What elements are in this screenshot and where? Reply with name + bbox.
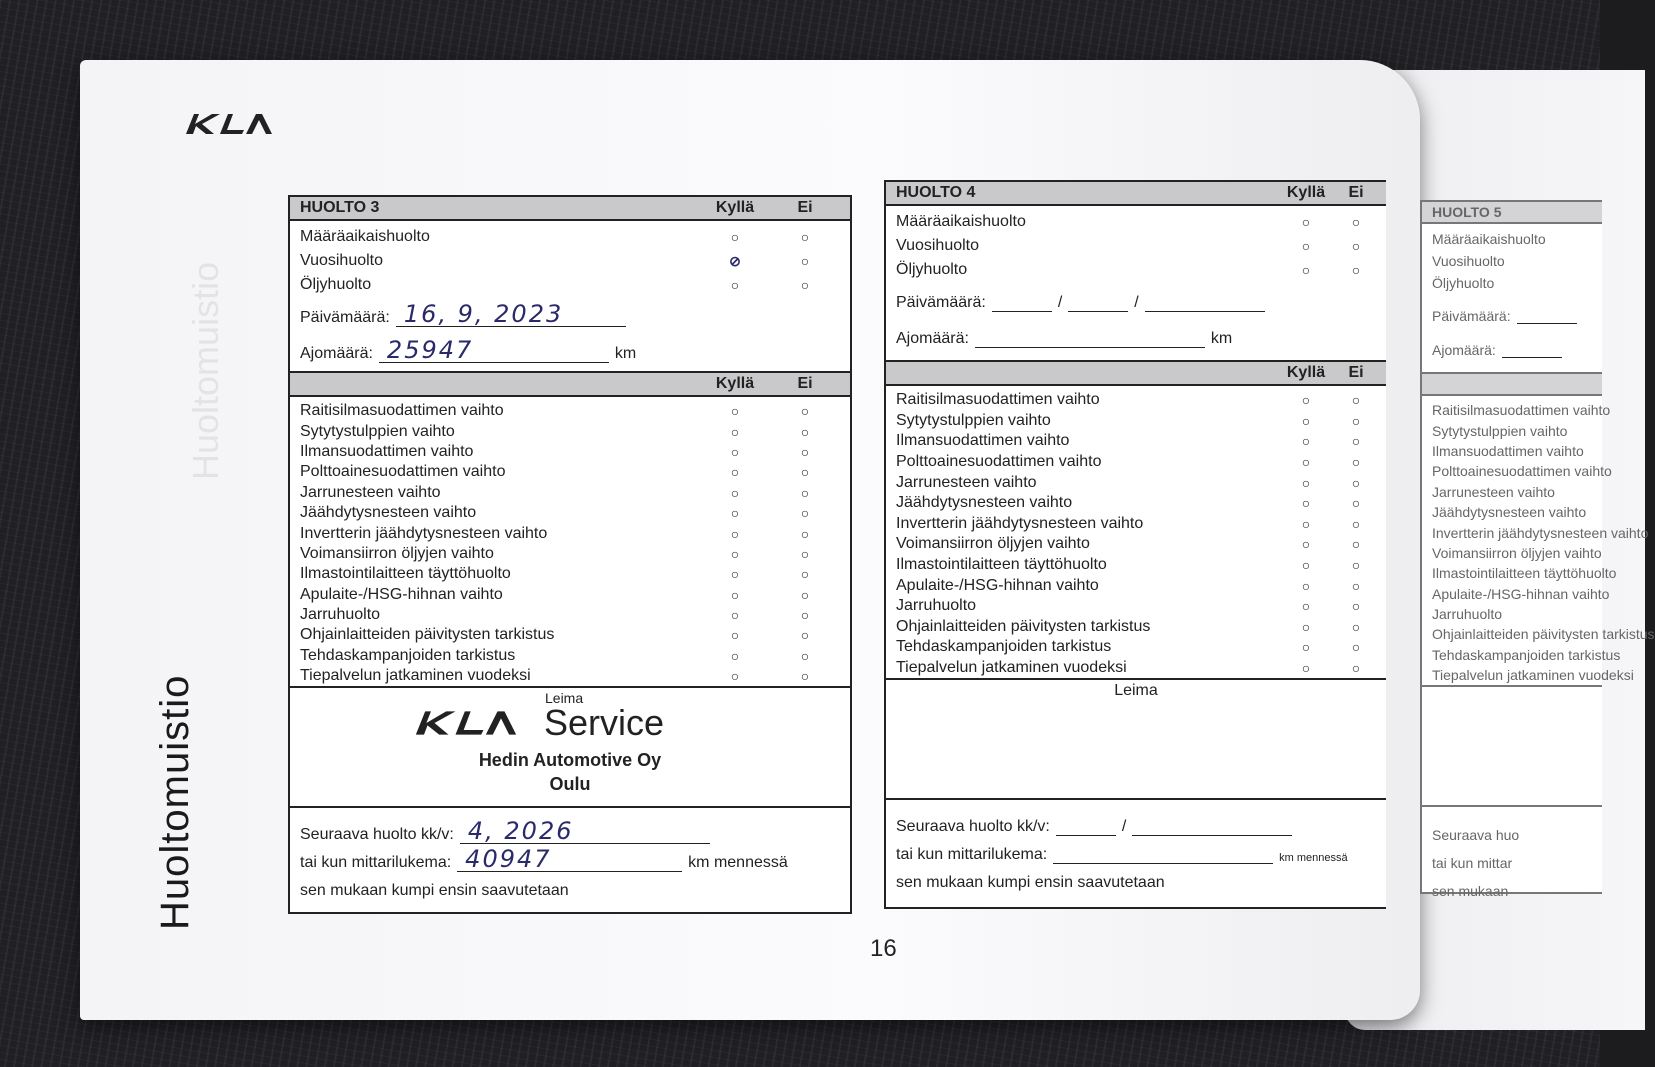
spine-title: Huoltomuistio bbox=[153, 674, 197, 930]
no-column-header: Ei bbox=[1348, 364, 1364, 381]
yes-checkbox[interactable]: ○ bbox=[730, 423, 740, 440]
yes-checkbox[interactable]: ○ bbox=[1301, 433, 1311, 450]
kia-logo-icon bbox=[408, 709, 538, 737]
service-item-label: Jarruhuolto bbox=[1432, 606, 1503, 623]
no-checkbox[interactable]: ○ bbox=[800, 484, 810, 501]
unit-label: km bbox=[614, 345, 637, 362]
odometer-field[interactable] bbox=[457, 845, 682, 874]
service-item-row bbox=[1422, 645, 1621, 665]
type-label: Vuosihuolto bbox=[300, 252, 384, 269]
service-item-label: Ilmastointilaitteen täyttöhuolto bbox=[896, 556, 1107, 574]
yes-checkbox[interactable]: ○ bbox=[730, 464, 740, 481]
service-item-row bbox=[886, 658, 1386, 679]
service-item-label: Polttoainesuodattimen vaihto bbox=[896, 453, 1102, 471]
service-item-row bbox=[1422, 400, 1611, 420]
stamp-service-text: Service bbox=[544, 702, 665, 744]
service-item-label: Apulaite-/HSG-hihnan vaihto bbox=[300, 585, 503, 603]
huolto5-title: HUOLTO 5 bbox=[1432, 204, 1502, 220]
yes-checkbox[interactable]: ○ bbox=[1301, 618, 1311, 635]
yes-checkbox[interactable]: ○ bbox=[1301, 660, 1311, 677]
yes-checkbox[interactable]: ○ bbox=[1301, 214, 1311, 230]
next-service-handwritten: 4, 2026 bbox=[467, 817, 574, 846]
odometer-suffix: km mennessä bbox=[688, 854, 788, 872]
year-field[interactable] bbox=[1145, 291, 1265, 312]
yes-checkbox[interactable]: ○ bbox=[1301, 515, 1311, 532]
service-item-row bbox=[886, 452, 1386, 473]
service-item-label: Ilmastointilaitteen täyttöhuolto bbox=[1432, 565, 1617, 582]
yes-checkbox[interactable]: ○ bbox=[730, 586, 740, 603]
no-column-header: Ei bbox=[797, 199, 813, 216]
no-checkbox[interactable]: ○ bbox=[800, 566, 810, 583]
yes-checkbox-checked[interactable]: ⊘ bbox=[729, 252, 741, 269]
yes-checkbox[interactable]: ○ bbox=[730, 525, 740, 542]
odometer-handwritten: 40947 bbox=[465, 845, 552, 874]
yes-checkbox[interactable]: ○ bbox=[730, 443, 740, 460]
service-item-row bbox=[1422, 522, 1649, 542]
type-label: Öljyhuolto bbox=[896, 261, 968, 278]
service-item-label: Jäähdytysnesteen vaihto bbox=[896, 494, 1073, 512]
service-item-label: Voimansiirron öljyjen vaihto bbox=[300, 544, 494, 562]
service-item-label: Ilmansuodattimen vaihto bbox=[1432, 442, 1584, 459]
mileage-handwritten: 25947 bbox=[386, 336, 474, 364]
stamp-company: Hedin Automotive Oy bbox=[478, 750, 662, 771]
whichever-note: sen mukaan kumpi ensin saavutetaan bbox=[300, 882, 569, 900]
service-item-row bbox=[1422, 624, 1655, 644]
service-item-row bbox=[886, 617, 1386, 638]
service-item-label: Jarrunesteen vaihto bbox=[896, 473, 1037, 491]
service-item-label: Raitisilmasuodattimen vaihto bbox=[300, 402, 504, 420]
service-item-row bbox=[886, 534, 1386, 555]
type-label: Määräaikaishuolto bbox=[300, 228, 430, 245]
yes-checkbox[interactable]: ○ bbox=[730, 229, 740, 245]
next-service-label: Seuraava huo bbox=[1432, 827, 1520, 844]
odometer-label: tai kun mittarilukema: bbox=[896, 846, 1048, 864]
service-item-row bbox=[290, 503, 850, 523]
service-item-row bbox=[290, 523, 850, 543]
type-label: Öljyhuolto bbox=[300, 276, 372, 293]
yes-checkbox[interactable]: ○ bbox=[1301, 238, 1311, 254]
service-item-row bbox=[886, 596, 1386, 617]
no-checkbox[interactable]: ○ bbox=[1351, 598, 1361, 615]
yes-column-header: Kyllä bbox=[1286, 184, 1326, 201]
service-item-row bbox=[290, 483, 850, 503]
service-item-label: Ilmansuodattimen vaihto bbox=[896, 432, 1070, 450]
no-checkbox[interactable]: ○ bbox=[800, 403, 810, 420]
service-item-row bbox=[1422, 461, 1612, 481]
no-checkbox[interactable]: ○ bbox=[800, 423, 810, 440]
service-item-label: Invertterin jäähdytysnesteen vaihto bbox=[300, 524, 548, 542]
whichever-note: sen mukaan kumpi ensin saavutetaan bbox=[896, 874, 1165, 892]
service-item-label: Tiepalvelun jatkaminen vuodeksi bbox=[896, 659, 1127, 677]
no-checkbox[interactable]: ○ bbox=[1351, 536, 1361, 553]
no-checkbox[interactable]: ○ bbox=[1351, 495, 1361, 512]
service-item-label: Tehdaskampanjoiden tarkistus bbox=[1432, 646, 1621, 663]
date-label: Päivämäärä: bbox=[896, 294, 986, 311]
service-item-label: Jäähdytysnesteen vaihto bbox=[1432, 504, 1587, 521]
day-field[interactable] bbox=[992, 291, 1052, 312]
no-checkbox[interactable]: ○ bbox=[1351, 618, 1361, 635]
service-item-label: Tehdaskampanjoiden tarkistus bbox=[300, 646, 516, 664]
service-item-row bbox=[1422, 543, 1602, 563]
page-number: 16 bbox=[870, 935, 897, 962]
service-item-row bbox=[290, 605, 850, 625]
service-item-row bbox=[290, 585, 850, 605]
service-item-row bbox=[1422, 584, 1610, 604]
stamp-label: Leima bbox=[1114, 682, 1158, 700]
kia-service-stamp bbox=[408, 702, 664, 744]
service-item-label: Tiepalvelun jatkaminen vuodeksi bbox=[1432, 667, 1634, 684]
service-item-row bbox=[886, 390, 1386, 411]
no-checkbox[interactable]: ○ bbox=[800, 545, 810, 562]
service-item-label: Ohjainlaitteiden päivitysten tarkistus bbox=[300, 626, 555, 644]
yes-checkbox[interactable]: ○ bbox=[730, 403, 740, 420]
service-item-row bbox=[886, 411, 1386, 432]
date-field[interactable] bbox=[1517, 303, 1577, 324]
yes-checkbox[interactable]: ○ bbox=[730, 505, 740, 522]
service-item-label: Jarrunesteen vaihto bbox=[300, 483, 441, 501]
type-label: Öljyhuolto bbox=[1432, 275, 1495, 291]
kia-logo-icon bbox=[186, 112, 284, 136]
no-checkbox[interactable]: ○ bbox=[800, 647, 810, 664]
service-item-label: Jarrunesteen vaihto bbox=[1432, 483, 1555, 500]
yes-checkbox[interactable]: ○ bbox=[1301, 577, 1311, 594]
date-label: Päivämäärä: bbox=[1432, 308, 1511, 324]
type-label: Vuosihuolto bbox=[896, 237, 980, 254]
service-item-row bbox=[290, 544, 850, 564]
service-item-row bbox=[1422, 665, 1634, 685]
service-item-label: Sytytystulppien vaihto bbox=[300, 422, 455, 440]
service-item-label: Tiepalvelun jatkaminen vuodeksi bbox=[300, 667, 531, 685]
service-item-row bbox=[886, 493, 1386, 514]
mileage-field[interactable] bbox=[975, 327, 1205, 348]
yes-checkbox[interactable]: ○ bbox=[1301, 639, 1311, 656]
next-service-field[interactable] bbox=[460, 817, 710, 846]
no-checkbox[interactable]: ○ bbox=[800, 607, 810, 624]
service-item-label: Ohjainlaitteiden päivitysten tarkistus bbox=[896, 617, 1151, 635]
yes-checkbox[interactable]: ○ bbox=[730, 566, 740, 583]
yes-column-header: Kyllä bbox=[1286, 364, 1326, 381]
no-checkbox[interactable]: ○ bbox=[800, 668, 810, 685]
no-checkbox[interactable]: ○ bbox=[800, 505, 810, 522]
yes-checkbox[interactable]: ○ bbox=[730, 545, 740, 562]
type-label: Määräaikaishuolto bbox=[1432, 231, 1546, 247]
service-item-label: Polttoainesuodattimen vaihto bbox=[300, 463, 506, 481]
no-checkbox[interactable]: ○ bbox=[1351, 262, 1361, 278]
service-item-label: Invertterin jäähdytysnesteen vaihto bbox=[896, 514, 1144, 532]
service-item-label: Ohjainlaitteiden päivitysten tarkistus bbox=[1432, 626, 1655, 643]
odometer-suffix: km mennessä bbox=[1279, 852, 1348, 865]
next-service-area bbox=[290, 806, 850, 908]
yes-checkbox[interactable]: ○ bbox=[1301, 474, 1311, 491]
no-checkbox[interactable]: ○ bbox=[1351, 557, 1361, 574]
no-checkbox[interactable]: ○ bbox=[1351, 454, 1361, 471]
service-item-row bbox=[290, 625, 850, 645]
yes-checkbox[interactable]: ○ bbox=[1301, 536, 1311, 553]
no-checkbox[interactable]: ○ bbox=[800, 229, 810, 245]
no-checkbox[interactable]: ○ bbox=[800, 253, 810, 269]
service-item-row bbox=[886, 637, 1386, 658]
stamp-city: Oulu bbox=[549, 774, 591, 795]
next-service-area: Seuraava huolto kk/v: / tai kun mittarilukema: km mennessä sen mukaan kumpi ensin saavutetaan bbox=[886, 798, 1386, 900]
next-year-field[interactable] bbox=[1132, 815, 1292, 836]
mileage-field[interactable] bbox=[1502, 337, 1562, 358]
service-item-row bbox=[886, 431, 1386, 452]
mileage-field[interactable] bbox=[379, 336, 609, 364]
service-item-label: Invertterin jäähdytysnesteen vaihto bbox=[1432, 524, 1649, 541]
no-column-header: Ei bbox=[1348, 184, 1364, 201]
date-handwritten: 16, 9, 2023 bbox=[403, 300, 564, 328]
next-service-label: Seuraava huolto kk/v: bbox=[896, 818, 1050, 836]
month-field[interactable] bbox=[1068, 291, 1128, 312]
service-item-label: Jarruhuolto bbox=[300, 606, 381, 624]
stamp-area bbox=[1422, 685, 1602, 805]
service-item-row bbox=[1422, 604, 1602, 624]
no-checkbox[interactable]: ○ bbox=[800, 277, 810, 293]
no-checkbox[interactable]: ○ bbox=[1351, 660, 1361, 677]
next-service-area bbox=[1422, 805, 1602, 907]
no-checkbox[interactable]: ○ bbox=[800, 586, 810, 603]
yes-checkbox[interactable]: ○ bbox=[1301, 262, 1311, 278]
whichever-note: sen mukaan bbox=[1432, 883, 1509, 900]
yes-checkbox[interactable]: ○ bbox=[730, 668, 740, 685]
yes-checkbox[interactable]: ○ bbox=[1301, 412, 1311, 429]
huolto3-form bbox=[288, 195, 852, 914]
service-item-label: Voimansiirron öljyjen vaihto bbox=[1432, 544, 1602, 561]
service-item-row bbox=[290, 442, 850, 462]
service-item-label: Apulaite-/HSG-hihnan vaihto bbox=[1432, 585, 1610, 602]
service-item-row bbox=[886, 514, 1386, 535]
service-item-label: Sytytystulppien vaihto bbox=[896, 411, 1051, 429]
type-label: Vuosihuolto bbox=[1432, 253, 1505, 269]
huolto3-title: HUOLTO 3 bbox=[300, 199, 380, 216]
no-checkbox[interactable]: ○ bbox=[1351, 577, 1361, 594]
service-item-row bbox=[290, 462, 850, 482]
yes-checkbox[interactable]: ○ bbox=[1301, 598, 1311, 615]
yes-checkbox[interactable]: ○ bbox=[1301, 454, 1311, 471]
yes-checkbox[interactable]: ○ bbox=[1301, 495, 1311, 512]
service-item-row bbox=[1422, 420, 1602, 440]
service-item-label: Jäähdytysnesteen vaihto bbox=[300, 504, 477, 522]
service-item-row bbox=[1422, 482, 1602, 502]
service-item-label: Tehdaskampanjoiden tarkistus bbox=[896, 638, 1112, 656]
no-checkbox[interactable]: ○ bbox=[1351, 412, 1361, 429]
service-item-row bbox=[886, 575, 1386, 596]
huolto4-title: HUOLTO 4 bbox=[896, 184, 976, 201]
yes-checkbox[interactable]: ○ bbox=[730, 607, 740, 624]
stamp-area bbox=[290, 686, 850, 806]
odometer-label: tai kun mittarilukema: bbox=[300, 854, 452, 872]
type-label: Määräaikaishuolto bbox=[896, 213, 1026, 230]
no-checkbox[interactable]: ○ bbox=[800, 464, 810, 481]
date-field[interactable] bbox=[396, 300, 626, 328]
date-label: Päivämäärä: bbox=[300, 309, 390, 326]
yes-column-header: Kyllä bbox=[715, 199, 755, 216]
huolto5-form bbox=[1420, 200, 1655, 900]
stamp-label: Leima bbox=[545, 690, 584, 707]
service-item-label: Sytytystulppien vaihto bbox=[1432, 422, 1568, 439]
service-item-row bbox=[290, 401, 850, 421]
service-item-row bbox=[1422, 441, 1602, 461]
service-item-row bbox=[886, 555, 1386, 576]
yes-checkbox[interactable]: ○ bbox=[730, 277, 740, 293]
stamp-area bbox=[886, 678, 1386, 798]
service-item-label: Raitisilmasuodattimen vaihto bbox=[896, 391, 1100, 409]
service-item-row bbox=[1422, 563, 1617, 583]
yes-checkbox[interactable]: ○ bbox=[1301, 557, 1311, 574]
service-item-row bbox=[1422, 502, 1602, 522]
service-item-row bbox=[290, 666, 850, 686]
service-item-label: Ilmastointilaitteen täyttöhuolto bbox=[300, 565, 511, 583]
service-item-label: Polttoainesuodattimen vaihto bbox=[1432, 463, 1612, 480]
no-column-header: Ei bbox=[797, 375, 813, 392]
service-item-row bbox=[290, 646, 850, 666]
mileage-label: Ajomäärä: bbox=[300, 345, 373, 362]
no-checkbox[interactable]: ○ bbox=[1351, 474, 1361, 491]
yes-checkbox[interactable]: ○ bbox=[730, 627, 740, 644]
mileage-label: Ajomäärä: bbox=[896, 330, 969, 347]
service-item-label: Apulaite-/HSG-hihnan vaihto bbox=[896, 576, 1099, 594]
service-item-row bbox=[290, 421, 850, 441]
yes-checkbox[interactable]: ○ bbox=[1301, 392, 1311, 409]
no-checkbox[interactable]: ○ bbox=[1351, 392, 1361, 409]
service-item-label: Voimansiirron öljyjen vaihto bbox=[896, 535, 1090, 553]
no-checkbox[interactable]: ○ bbox=[1351, 515, 1361, 532]
no-checkbox[interactable]: ○ bbox=[1351, 433, 1361, 450]
service-item-row bbox=[886, 472, 1386, 493]
yes-column-header: Kyllä bbox=[715, 375, 755, 392]
service-item-label: Jarruhuolto bbox=[896, 597, 977, 615]
odometer-field[interactable] bbox=[1053, 843, 1273, 864]
no-checkbox[interactable]: ○ bbox=[800, 627, 810, 644]
show-through-title: Huoltomuistio bbox=[185, 261, 226, 480]
no-checkbox[interactable]: ○ bbox=[1351, 639, 1361, 656]
service-item-label: Raitisilmasuodattimen vaihto bbox=[1432, 402, 1611, 419]
no-checkbox[interactable]: ○ bbox=[1351, 214, 1361, 230]
service-item-label: Ilmansuodattimen vaihto bbox=[300, 442, 474, 460]
yes-checkbox[interactable]: ○ bbox=[730, 484, 740, 501]
no-checkbox[interactable]: ○ bbox=[800, 443, 810, 460]
service-item-row bbox=[290, 564, 850, 584]
no-checkbox[interactable]: ○ bbox=[1351, 238, 1361, 254]
next-month-field[interactable] bbox=[1056, 815, 1116, 836]
odometer-label: tai kun mittar bbox=[1432, 855, 1513, 872]
next-service-label: Seuraava huolto kk/v: bbox=[300, 826, 454, 844]
no-checkbox[interactable]: ○ bbox=[800, 525, 810, 542]
huolto4-form: HUOLTO 4 Kyllä Ei Määräaikaishuolto ○ ○ Vuosihuolto ○ ○ Öljyhuolto ○ ○ Päivämäärä: / / Ajomäärä: km Kyllä Ei Raitisilmasuodattimen vaihto ○ ○ Sytytystulppien vaihto ○ ○ Ilmansuodattimen vaihto ○ ○ Polttoainesuodattimen vaihto ○ ○ Jarrunesteen vaihto ○ ○ Jäähdytysnesteen vaihto ○ ○ Invertterin jäähdytysnesteen vaihto ○ ○ Voimansiirron öljyjen vaihto ○ ○ Ilmastointilaitteen täyttöhuolto ○ ○ Apulaite-/HSG-hihnan vaihto ○ ○ Jarruhuolto ○ ○ Ohjainlaitteiden päivitysten tarkistus ○ ○ Tehdaskampanjoiden tarkistus ○ ○ Tiepalvelun jatkaminen vuodeksi ○ ○ Leima Seuraava huolto kk/v: / tai kun mittarilukema: km mennessä sen mukaan kumpi ensin saavutetaan bbox=[884, 180, 1386, 909]
mileage-label: Ajomäärä: bbox=[1432, 342, 1496, 358]
unit-label: km bbox=[1210, 330, 1233, 347]
yes-checkbox[interactable]: ○ bbox=[730, 647, 740, 664]
